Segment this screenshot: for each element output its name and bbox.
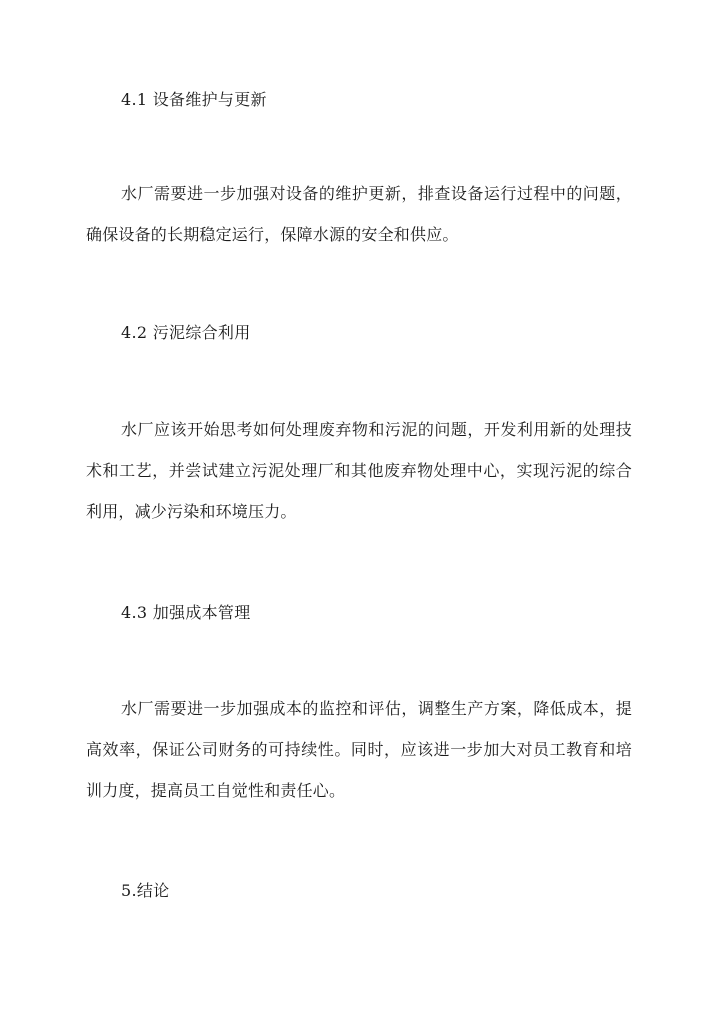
- section-heading-4-1: 4.1 设备维护与更新: [121, 90, 267, 109]
- section-paragraph-4-3: 水厂需要进一步加强成本的监控和评估，调整生产方案，降低成本，提高效率，保证公司财务的可持续性。同时，应该进一步加大对员工教育和培训力度，提高员工自觉性和责任心。: [86, 699, 632, 800]
- section-heading-5: 5.结论: [121, 881, 170, 900]
- section-paragraph-4-1: 水厂需要进一步加强对设备的维护更新，排查设备运行过程中的问题，确保设备的长期稳定运行，保障水源的安全和供应。: [86, 184, 632, 244]
- section-paragraph-4-2: 水厂应该开始思考如何处理废弃物和污泥的问题，开发利用新的处理技术和工艺，并尝试建立污泥处理厂和其他废弃物处理中心，实现污泥的综合利用，减少污染和环境压力。: [86, 420, 632, 521]
- section-heading-4-3: 4.3 加强成本管理: [121, 603, 251, 622]
- section-heading-4-2: 4.2 污泥综合利用: [121, 323, 251, 342]
